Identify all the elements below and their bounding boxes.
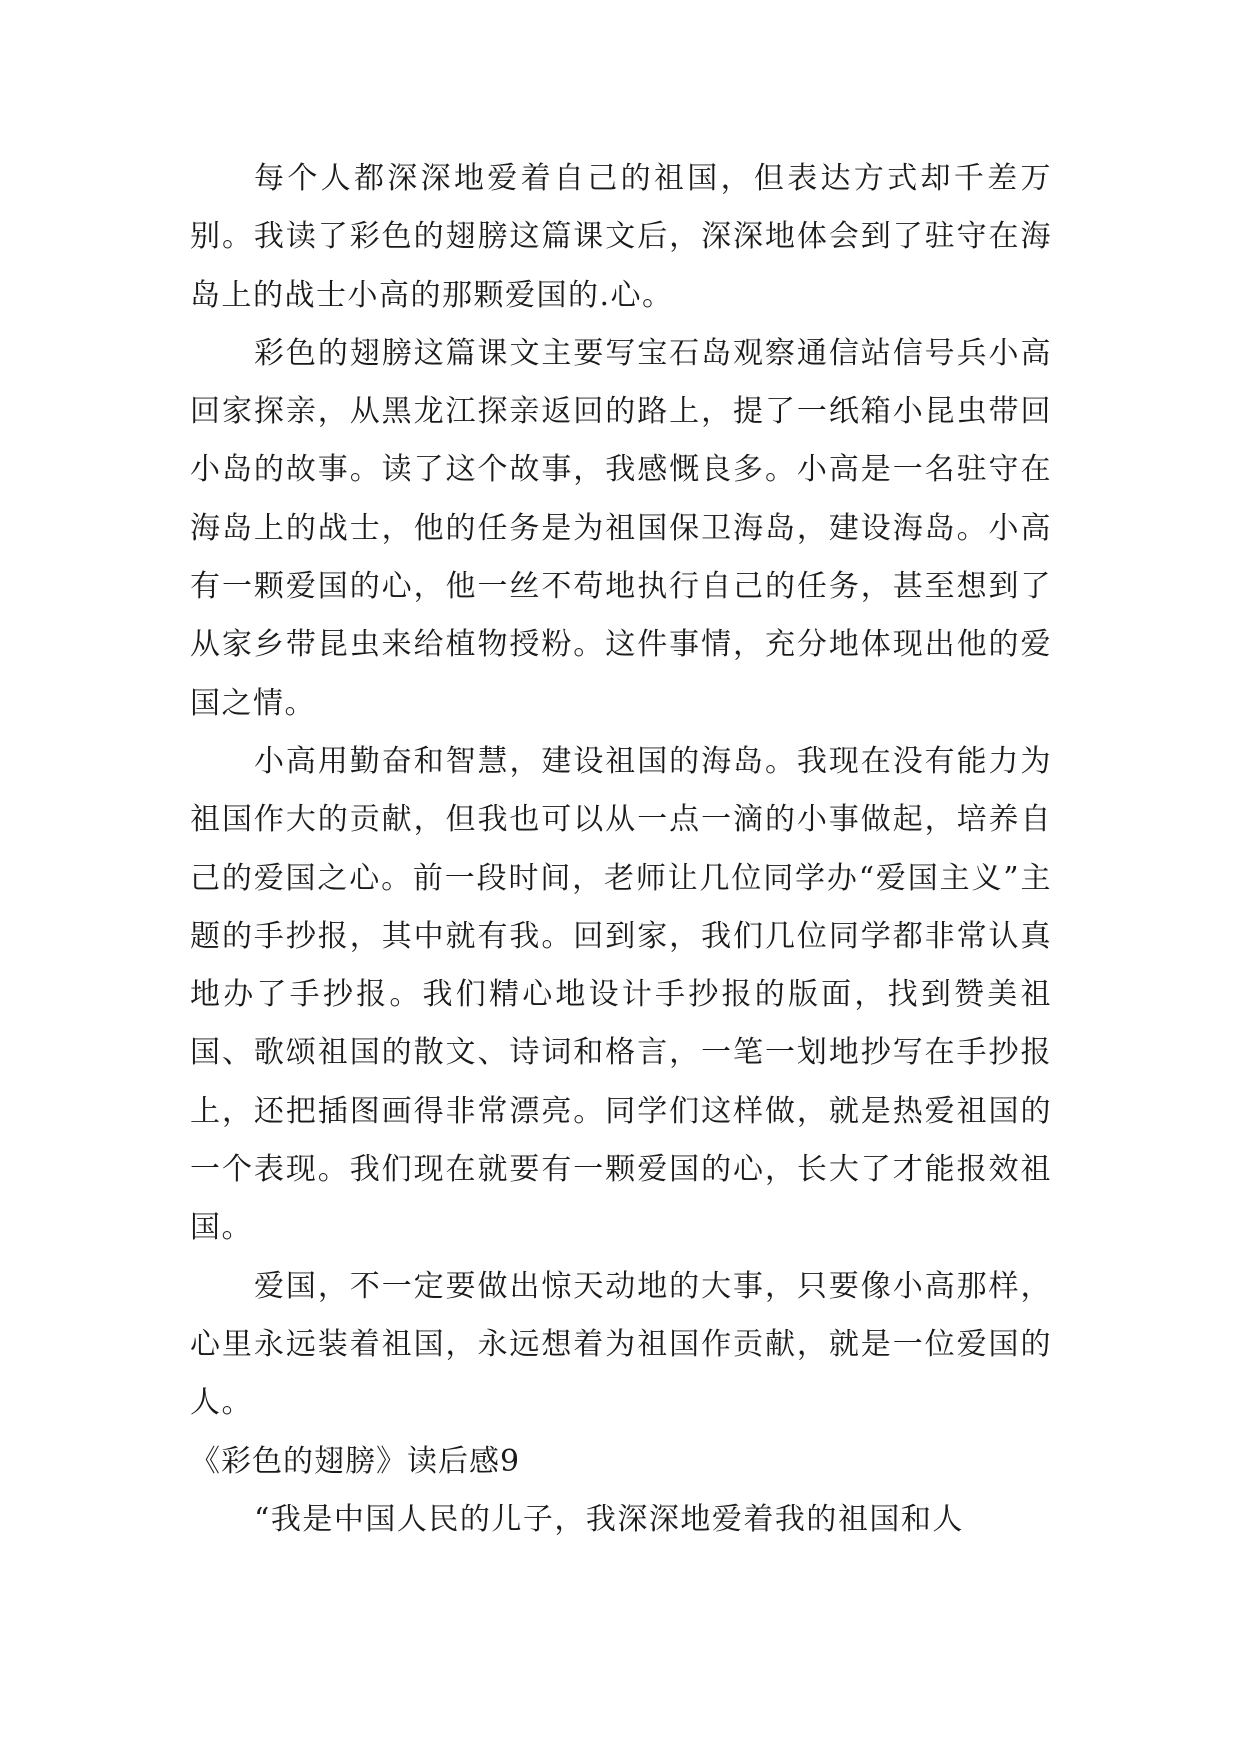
section-heading: 《彩色的翅膀》读后感9: [190, 1443, 521, 1479]
paragraph-3: 小高用勤奋和智慧，建设祖国的海岛。我现在没有能力为祖国作大的贡献，但我也可以从一点一滴的小事做起，培养自己的爱国之心。前一段时间，老师让几位同学办“爱国主义”主题的手抄报，其中就有我。回到家，我们几位同学都非常认真地办了手抄报。我们精心地设计手抄报的版面，找到赞美祖国、歌颂祖国的散文、诗词和格言，一笔一划地抄写在手抄报上，还把插图画得非常漂亮。同学们这样做，就是热爱祖国的一个表现。我们现在就要有一颗爱国的心，长大了才能报效祖国。: [190, 743, 1052, 1246]
paragraph-5: “我是中国人民的儿子，我深深地爱着我的祖国和人: [254, 1501, 964, 1537]
paragraph-4: 爱国，不一定要做出惊天动地的大事，只要像小高那样，心里永远装着祖国，永远想着为祖国作贡献，就是一位爱国的人。: [190, 1268, 1052, 1421]
paragraph-1: 每个人都深深地爱着自己的祖国，但表达方式却千差万别。我读了彩色的翅膀这篇课文后，深深地体会到了驻守在海岛上的战士小高的那颗爱国的.心。: [190, 161, 1052, 313]
document-body: [190, 150, 1052, 1549]
paragraph-2: 彩色的翅膀这篇课文主要写宝石岛观察通信站信号兵小高回家探亲，从黑龙江探亲返回的路上，提了一纸箱小昆虫带回小岛的故事。读了这个故事，我感慨良多。小高是一名驻守在海岛上的战士，他的任务是为祖国保卫海岛，建设海岛。小高有一颗爱国的心，他一丝不苟地执行自己的任务，甚至想到了从家乡带昆虫来给植物授粉。这件事情，充分地体现出他的爱国之情。: [190, 335, 1052, 721]
